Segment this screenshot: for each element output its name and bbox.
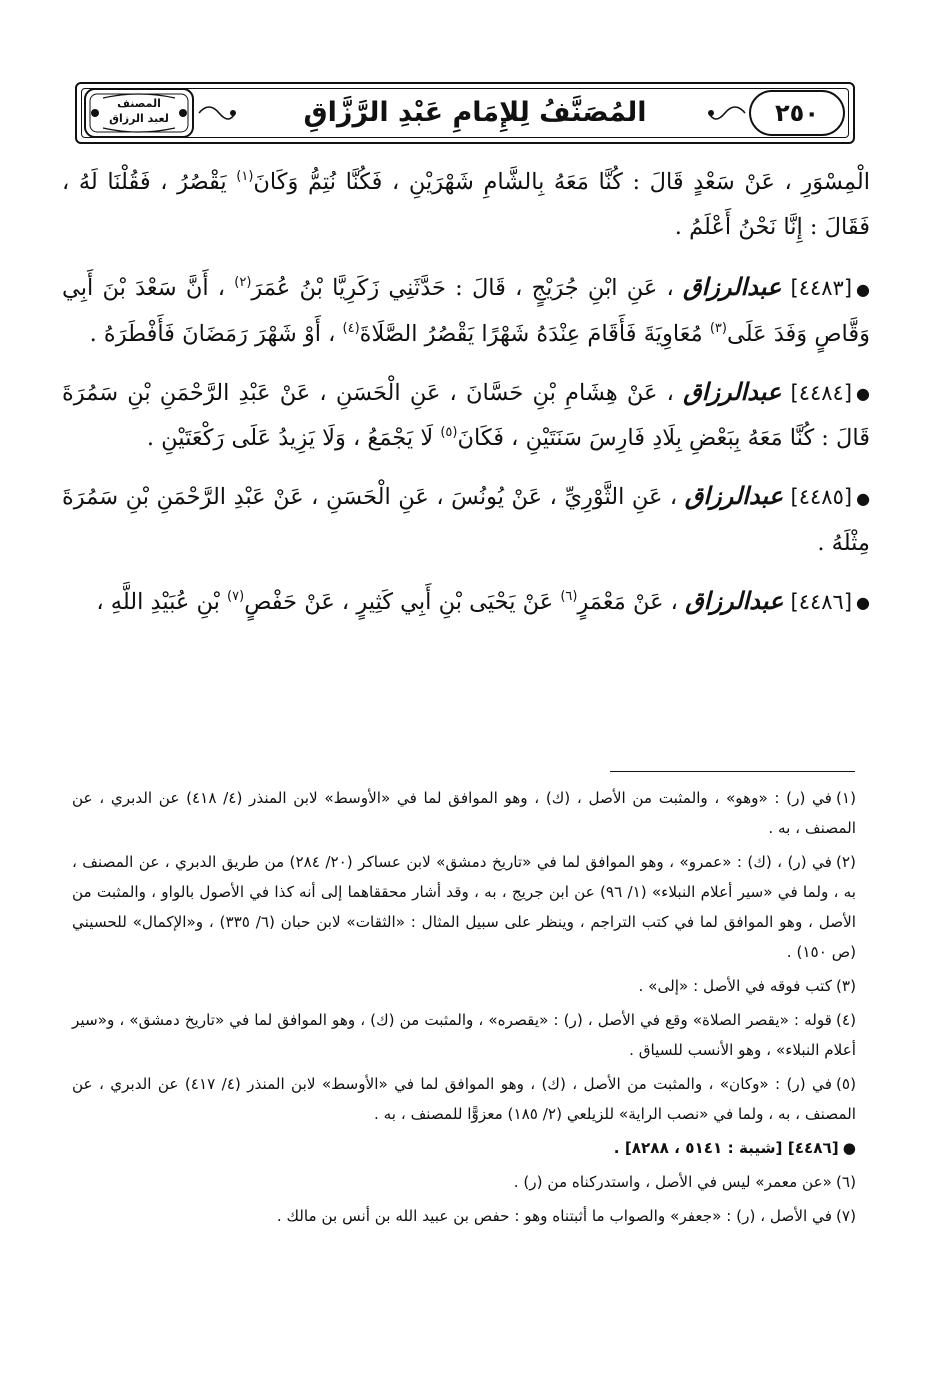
cross-reference-text: [٤٤٨٦] [شيبة : ٥١٤١ ، ٨٢٨٨] . — [613, 1139, 839, 1157]
running-title: المُصَنَّفُ لِلإِمَامِ عَبْدِ الرَّزَّاقِ — [303, 97, 647, 128]
footnote-text: في (ر) ، (ك) : «عمرو» ، وهو الموافق لما في «تاريخ دمشق» لابن عساكر (٢٠/ ٢٨٤) من طريق الدبري ، عن المصنف ، به ، ولما في «سير أعلام النبلاء» (١/ ٩٦) عن ابن جريج ، به ، وقد أشار محققاهما إلى أنه كذا في الأصول بالواو ، والمثبت من الأصل ، وهو الموافق لما في كتب التراجم ، وينظر على سبيل المثال : «الثقات» لابن حبان (٦/ ٣٣٥) ، و«الإكمال» للحسيني (ص ١٥٠) . — [72, 853, 856, 961]
hadith-number: [٤٤٨٣] — [790, 276, 853, 300]
hadith-4483 — [62, 264, 870, 357]
text-segment: ، أَوْ شَهْرَ رَمَضَانَ فَأَفْطَرَهُ . — [89, 320, 336, 347]
footnote-text: في الأصل ، (ر) : «جعفر» والصواب ما أثبتناه وهو : حفص بن عبيد الله بن أنس بن مالك . — [276, 1207, 832, 1225]
logo-text-line2: لعبد الرزاق — [109, 112, 169, 125]
footnote-text: في (ر) : «وكان» ، والمثبت من الأصل ، (ك) ، وهو الموافق لما في «الأوسط» لابن المنذر (٤/ ٤١٧) عن الدبري ، عن المصنف ، به ، ولما في «نصب الراية» للزيلعي (٢/ ١٨٥) معزوًّا للمصنف ، به . — [72, 1075, 856, 1123]
text-segment: ، عَنْ مَعْمَرٍ — [577, 588, 678, 615]
bullet-icon: ● — [856, 593, 870, 612]
footnote-2 — [72, 847, 856, 967]
footnote-text: كتب فوقه في الأصل : «إلى» . — [638, 977, 832, 995]
footnote-4 — [72, 1005, 856, 1065]
text-segment: ، عَنِ الثَّوْرِيِّ ، عَنْ يُونُسَ ، عَنِ الْحَسَنِ ، عَنْ عَبْدِ الرَّحْمَنِ بْنِ سَمُرَةَ مِثْلَهُ . — [62, 484, 870, 556]
narrator-name: عبدالرزاق — [683, 376, 782, 406]
footnote-text: «عن معمر» ليس في الأصل ، واستدركناه من (ر) . — [513, 1173, 832, 1191]
hadith-number: [٤٤٨٥] — [790, 485, 853, 509]
header-ornament-right — [707, 100, 747, 126]
narrator-name: عبدالرزاق — [684, 481, 783, 510]
footnote-marker: (١) — [236, 169, 254, 184]
hadith-number: [٤٤٨٤] — [790, 380, 853, 405]
footnote-number: (٢) — [835, 853, 856, 871]
cross-reference-4486 — [72, 1133, 856, 1163]
footnote-separator-line — [610, 771, 855, 772]
logo-text-line1: المصنف — [117, 97, 161, 110]
text-segment: الْمِسْوَرِ ، عَنْ سَعْدٍ قَالَ : كُنَّا مَعَهُ بِالشَّامِ شَهْرَيْنِ ، فَكُنَّا نُتِمُّ وَكَانَ — [253, 169, 871, 195]
hadith-4484 — [62, 369, 870, 462]
bullet-icon: ● — [856, 488, 871, 508]
text-segment: مُعَاوِيَةَ فَأَقَامَ عِنْدَهُ شَهْرًا يَقْصُرُ الصَّلَاةَ — [359, 320, 703, 347]
text-segment: ، عَنِ ابْنِ جُرَيْجٍ ، قَالَ : حَدَّثَنِي زَكَرِيَّا بْنُ عُمَرَ — [251, 275, 674, 301]
footnote-5 — [72, 1069, 856, 1129]
hadith-4486 — [62, 578, 870, 626]
book-logo-emblem — [83, 86, 195, 140]
footnote-marker: (٢) — [234, 275, 252, 290]
bullet-icon: ● — [856, 279, 870, 299]
footnote-number: (٣) — [835, 977, 856, 995]
footnote-text: في (ر) : «وهو» ، والمثبت من الأصل ، (ك) ، وهو الموافق لما في «الأوسط» لابن المنذر (٤/ ٤١٨) عن الدبري ، عن المصنف ، به . — [72, 789, 856, 837]
text-segment: عَنْ يَحْيَى بْنِ أَبِي كَثِيرٍ ، عَنْ حَفْصٍ — [244, 588, 554, 615]
text-segment: لَا يَجْمَعُ ، وَلَا يَزِيدُ عَلَى رَكْعَتَيْنِ . — [146, 425, 434, 451]
narrator-name: عبدالرزاق — [685, 585, 784, 615]
hadith-4485 — [62, 473, 870, 566]
paragraph-continuation — [62, 160, 870, 250]
footnote-number: (٤) — [835, 1011, 856, 1029]
footnote-marker: (٤) — [342, 320, 360, 336]
footnote-6 — [72, 1167, 856, 1197]
footnote-number: (٦) — [835, 1173, 856, 1191]
text-segment: يَقْصُرُ ، فَقُلْنَا لَهُ ، فَقَالَ : إِنَّا نَحْنُ أَعْلَمُ . — [62, 169, 870, 240]
narrator-name: عبدالرزاق — [683, 272, 782, 301]
main-text — [62, 160, 870, 637]
footnote-marker: (٦) — [560, 588, 578, 604]
footnote-1 — [72, 783, 856, 843]
footnote-text: قوله : «يقصر الصلاة» وقع في الأصل ، (ر) : «يقصره» ، والمثبت من (ك) ، وهو الموافق لما في «تاريخ دمشق» ، و«سير أعلام النبلاء» ، وهو الأنسب للسياق . — [72, 1011, 856, 1059]
bullet-icon: ● — [842, 1139, 856, 1157]
hadith-number: [٤٤٨٦] — [790, 589, 853, 614]
scroll-ornament-icon — [707, 100, 747, 126]
footnotes — [72, 783, 856, 1235]
footnote-number: (٧) — [835, 1207, 856, 1225]
bullet-icon: ● — [856, 384, 871, 403]
footnote-7 — [72, 1201, 856, 1231]
page-number: ٢٥٠ — [749, 90, 845, 136]
text-segment: بْنِ عُبَيْدِ اللَّهِ ، — [96, 588, 220, 615]
footnote-number: (٥) — [835, 1075, 857, 1093]
footnote-marker: (٥) — [440, 425, 458, 440]
footnote-marker: (٣) — [709, 320, 727, 336]
footnote-marker: (٧) — [227, 588, 245, 604]
text-segment: ، عَنْ هِشَامِ بْنِ حَسَّانَ ، عَنِ الْحَسَنِ ، عَنْ عَبْدِ الرَّحْمَنِ بْنِ سَمُرَةَ قَالَ : كُنَّا مَعَهُ بِبَعْضِ بِلَادِ فَارِسَ سَنَتَيْنِ ، فَكَانَ — [62, 379, 870, 451]
page-header — [75, 82, 855, 144]
text-segment: ، أَنَّ سَعْدَ بْنَ أَبِي وَقَّاصٍ وَفَدَ عَلَى — [62, 275, 870, 347]
footnote-number: (١) — [835, 789, 856, 807]
footnote-3 — [72, 971, 856, 1001]
